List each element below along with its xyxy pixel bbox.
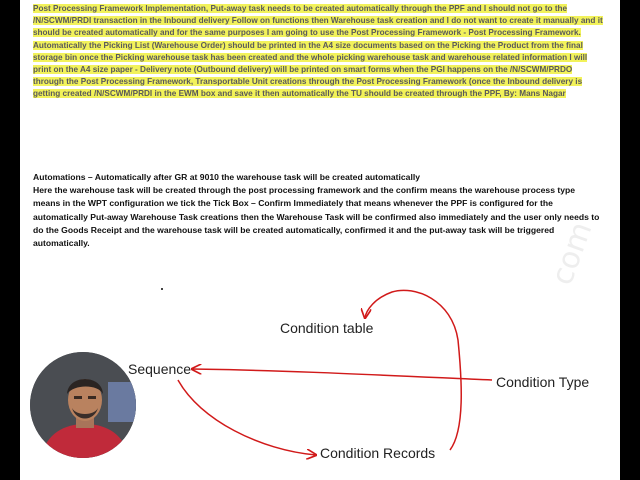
presenter-webcam-icon [30, 352, 138, 460]
sequence-label: Sequence [128, 361, 192, 377]
arrow-type-to-sequence [192, 369, 492, 380]
highlighted-text: Post Processing Framework Implementation, Put-away task needs to be created automatically through the PPF and I should not go to the /N/SCWM/PRDI transaction in the Inbound delivery Follow on functions then Warehouse task creation and I do not want to create it manually and it should be created automatically and for the same purposes I am going to use the Post Processing Framework - Post Processing Framework. Automatically the Picking List (Warehouse Order) should be printed in the A4 size documents based on the Picking the Product from the final storage bin once the Picking warehouse task has been created and the whole picking warehouse task and warehouse related information I will print on the A4 size paper - Delivery note (Outbound delivery) will be printed on smart forms when the PGI happens on the /N/SCWM/PRDO through the Post Processing Framework, Transportable Unit creations through the Post Processing Framework (once the Inbound delivery is getting created /N/SCWM/PRDI in the EWM box and save it then automatically the TU should be created through the PPF, By: Mans Nagar [33, 4, 603, 99]
automation-heading: Automations – Automatically after GR at 9010 the warehouse task will be created automatically [33, 172, 420, 182]
condition-table-label: Condition table [280, 320, 374, 336]
automation-body: Here the warehouse task will be created through the post processing framework and the confirm means the warehouse process type means in the WPT configuration we tick the Tick Box – Confirm Immediately that means whenever the PPF is configured for the automatically Put-away Warehouse Task creations then the Warehouse Task will be confirmed also immediately and the user only needs to do the Goods Receipt and the warehouse task will be created automatically, confirmed it and the put-away task will be triggered automatically. [33, 185, 600, 249]
condition-type-label: Condition Type [496, 374, 590, 390]
arrow-loop-to-condition-table [365, 290, 461, 450]
arrow-sequence-to-records [178, 380, 316, 455]
condition-records-label: Condition Records [320, 445, 436, 461]
watermark: com [544, 217, 600, 290]
presenter-webcam [28, 350, 138, 460]
